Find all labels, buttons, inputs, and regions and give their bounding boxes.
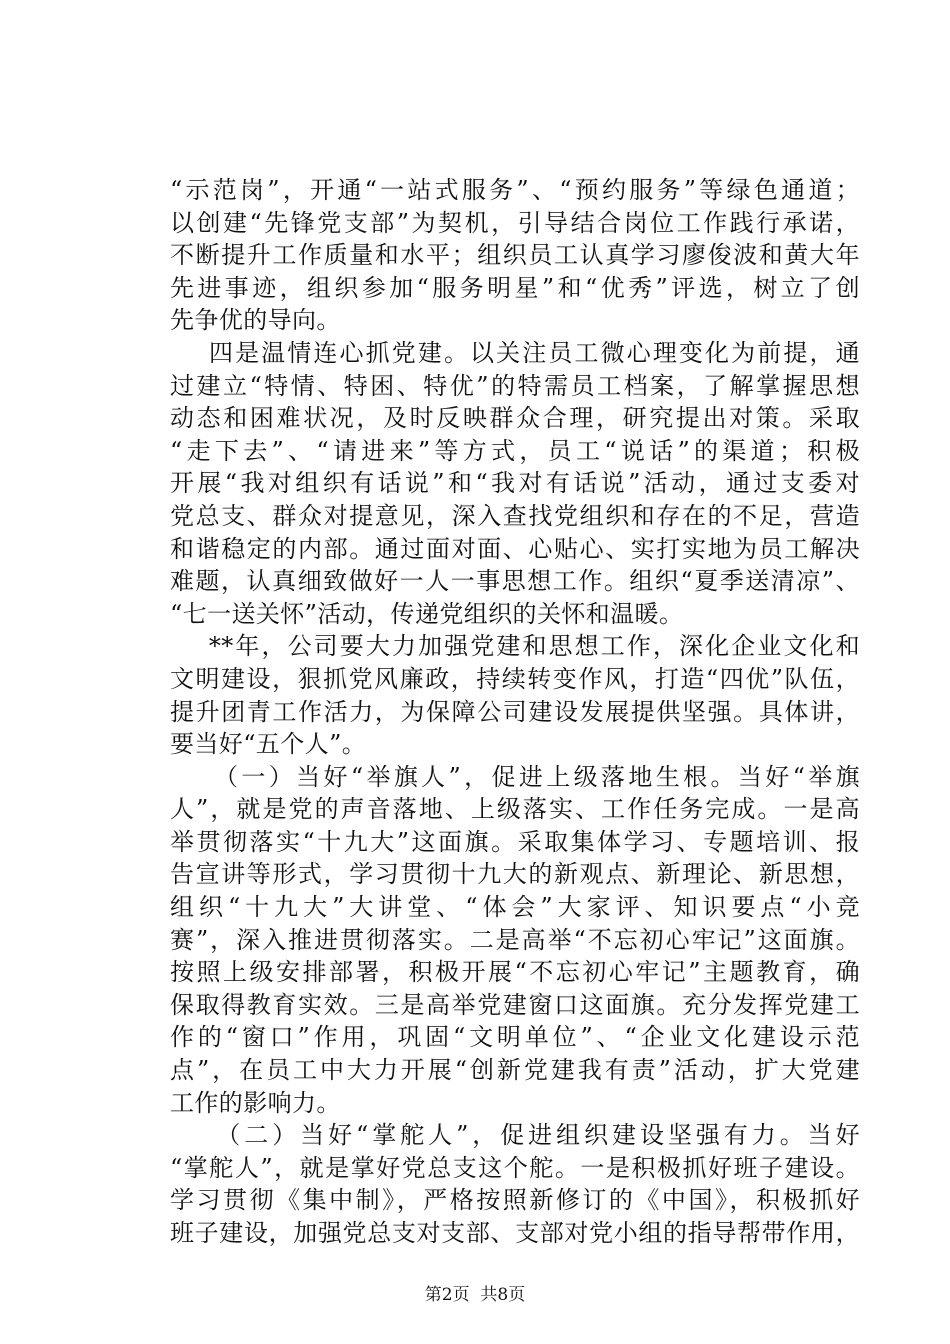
text-line: 四是温情连心抓党建。以关注员工微心理变化为前提，通 [170, 338, 860, 367]
text-line: **年，公司要大力加强党建和思想工作，深化企业文化和 [170, 632, 860, 661]
document-body [170, 174, 860, 1250]
text-line: 文明建设，狠抓党风廉政，持续转变作风，打造“四优”队伍， [170, 664, 860, 693]
page-footer [0, 1284, 950, 1306]
text-line: “七一送关怀”活动，传递党组织的关怀和温暖。 [170, 599, 684, 628]
text-line: 先进事迹，组织参加“服务明星”和“优秀”评选，树立了创 [170, 273, 860, 302]
text-line: 和谐稳定的内部。通过面对面、心贴心、实打实地为员工解决 [170, 534, 860, 563]
text-line: 先争优的导向。 [170, 306, 341, 335]
text-line: 提升团青工作活力，为保障公司建设发展提供坚强。具体讲， [170, 697, 860, 726]
text-line: （二）当好“掌舵人”，促进组织建设坚强有力。当好 [170, 1121, 860, 1150]
text-line: 班子建设，加强党总支对支部、支部对党小组的指导帮带作用， [170, 1219, 860, 1247]
text-line: “走下去”、“请进来”等方式，员工“说话”的渠道；积极 [170, 436, 860, 465]
text-line: 过建立“特情、特困、特优”的特需员工档案，了解掌握思想 [170, 371, 860, 400]
text-line: 难题，认真细致做好一人一事思想工作。组织“夏季送清凉”、 [170, 567, 860, 596]
text-line: 开展“我对组织有话说”和“我对有话说”活动，通过支委对 [170, 469, 860, 498]
text-line: 人”，就是党的声音落地、上级落实、工作任务完成。一是高 [170, 795, 860, 824]
text-line: 保取得教育实效。三是高举党建窗口这面旗。充分发挥党建工 [170, 990, 860, 1019]
text-line: 赛”，深入推进贯彻落实。二是高举“不忘初心牢记”这面旗。 [170, 925, 860, 954]
text-line: 点”，在员工中大力开展“创新党建我有责”活动，扩大党建 [170, 1056, 860, 1085]
text-line: 告宣讲等形式，学习贯彻十九大的新观点、新理论、新思想， [170, 860, 860, 889]
text-line: 举贯彻落实“十九大”这面旗。采取集体学习、专题培训、报 [170, 827, 860, 856]
text-line: 作的“窗口”作用，巩固“文明单位”、“企业文化建设示范 [170, 1023, 860, 1052]
text-line: 学习贯彻《集中制》，严格按照新修订的《中国》，积极抓好 [170, 1186, 860, 1215]
text-line: 组织“十九大”大讲堂、“体会”大家评、知识要点“小竞 [170, 893, 860, 922]
text-line: “掌舵人”，就是掌好党总支这个舵。一是积极抓好班子建设。 [170, 1153, 860, 1182]
text-line: 工作的影响力。 [170, 1088, 341, 1117]
text-line: 党总支、群众对提意见，深入查找党组织和存在的不足，营造 [170, 501, 860, 530]
text-line: 动态和困难状况，及时反映群众合理，研究提出对策。采取 [170, 404, 860, 433]
text-line: “示范岗”，开通“一站式服务”、“预约服务”等绿色通道； [170, 176, 860, 204]
text-line: 不断提升工作质量和水平；组织员工认真学习廖俊波和黄大年 [170, 241, 860, 270]
text-line: （一）当好“举旗人”，促进上级落地生根。当好“举旗 [170, 762, 860, 791]
text-line: 按照上级安排部署，积极开展“不忘初心牢记”主题教育，确 [170, 958, 860, 987]
text-line: 以创建“先锋党支部”为契机，引导结合岗位工作践行承诺， [170, 208, 860, 237]
page-number: 第2页 共8页 [424, 1285, 526, 1305]
text-line: 要当好“五个人”。 [170, 730, 367, 759]
